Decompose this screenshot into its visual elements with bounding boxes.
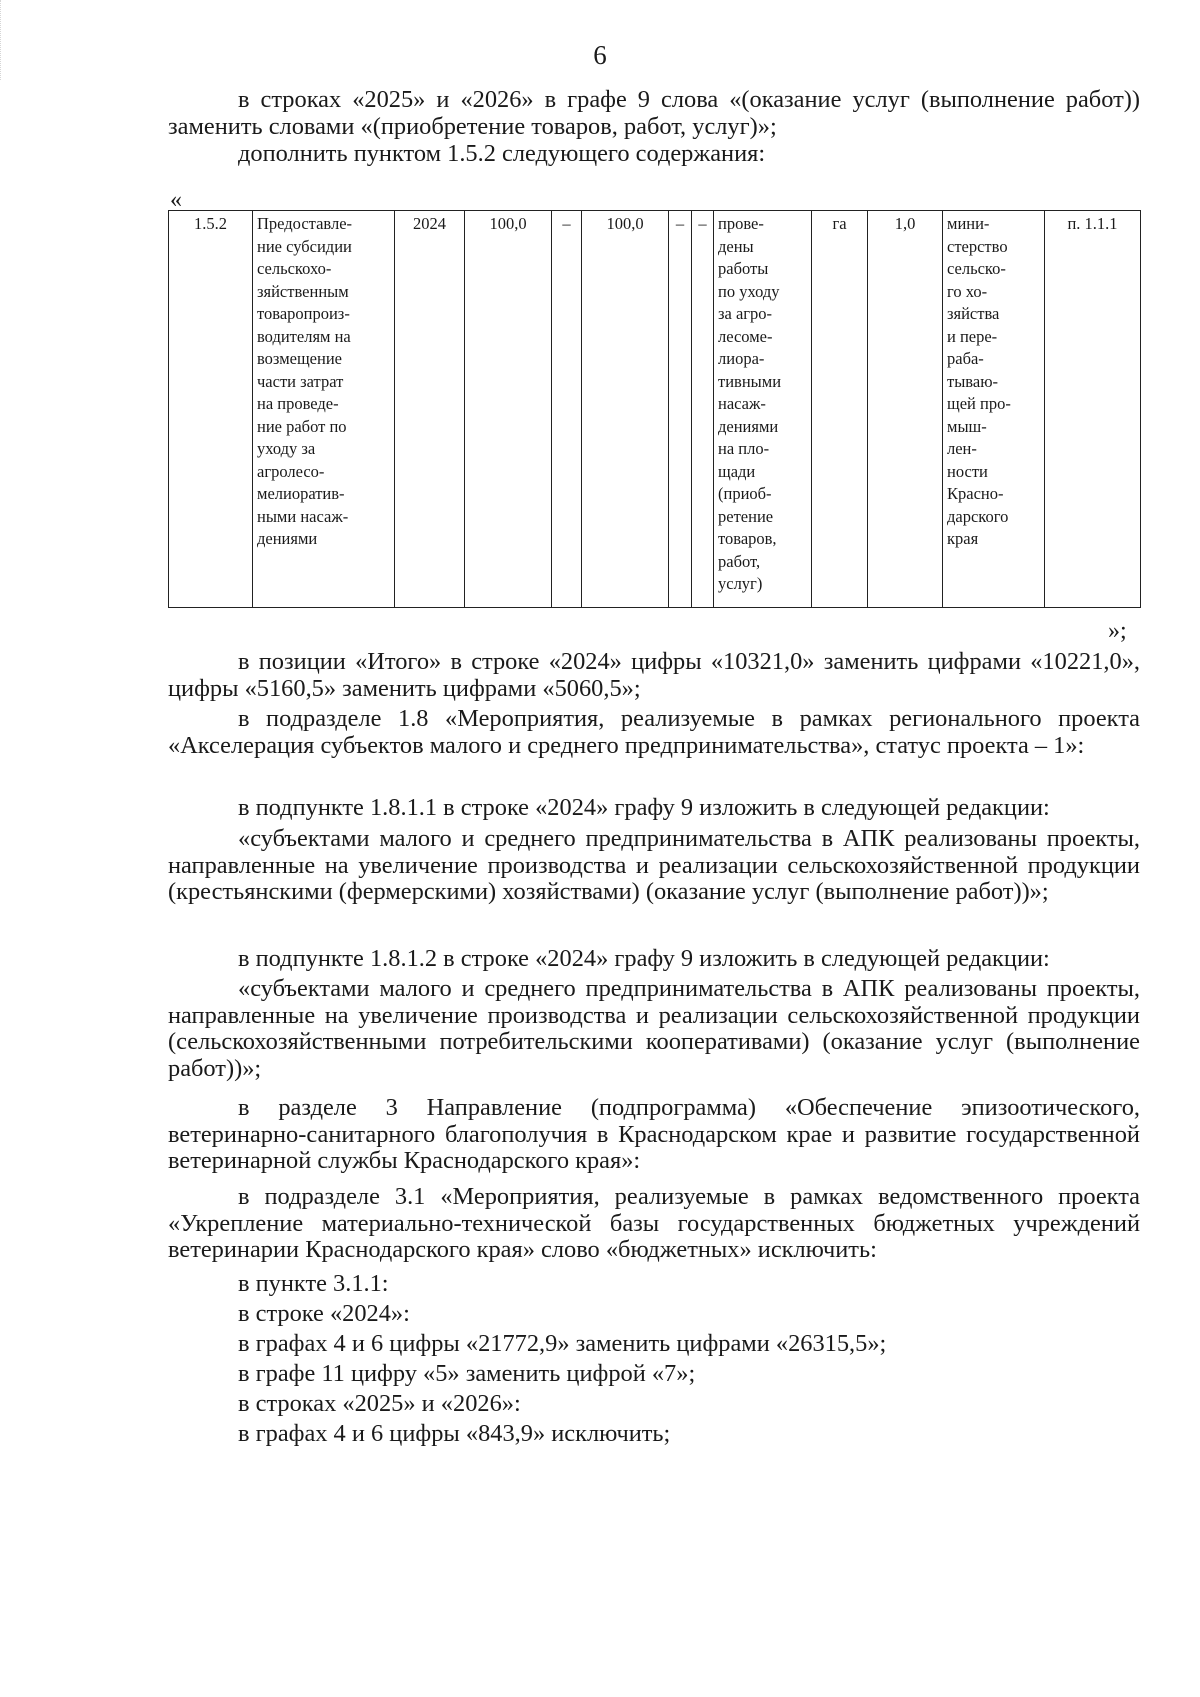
page-number: 6	[593, 40, 607, 70]
body-paragraph-8: в подразделе 3.1 «Мероприятия, реализуемые в рамках ведомственного проекта «Укрепление материально-технической базы государственных бюджетных учреждений ветеринарии Краснодарского края» слово «бюджетных» исключить:	[168, 1183, 1140, 1264]
body-paragraph-7: в разделе 3 Направление (подпрограмма) «Обеспечение эпизоотического, ветеринарно-санитарного благополучия в Краснодарском крае и развитие государственной ветеринарной службы Краснодарского края»:	[168, 1094, 1140, 1175]
cell-item-number: 1.5.2	[169, 211, 253, 608]
cell-reference: п. 1.1.1	[1045, 211, 1141, 608]
cell-year: 2024	[395, 211, 465, 608]
cell-result: прове- дены работы по уходу за агро- лесоме- лиора- тивными насаж- дениями на пло- щади (приоб- ретение товаров, работ, услуг)	[714, 211, 812, 608]
amendment-table	[168, 210, 1141, 608]
body-paragraph-6: «субъектами малого и среднего предпринимательства в АПК реализованы проекты, направленные на увеличение производства и реализации сельскохозяйственной продукции (сельскохозяйственными потребительскими кооперативами) (оказание услуг (выполнение работ))»;	[168, 975, 1140, 1082]
body-paragraph-3: в подпункте 1.8.1.1 в строке «2024» графу 9 изложить в следующей редакции:	[238, 794, 1050, 821]
table-open-quote: «	[170, 187, 182, 213]
body-paragraph-1: в позиции «Итого» в строке «2024» цифры «10321,0» заменить цифрами «10221,0», цифры «5160,5» заменить цифрами «5060,5»;	[168, 648, 1140, 702]
cell-unit: га	[812, 211, 868, 608]
body-paragraph-12: в графе 11 цифру «5» заменить цифрой «7»;	[238, 1360, 696, 1387]
cell-executor: мини- стерство сельско- го хо- зяйства и пере- раба- тываю- щей про- мыш- лен- ности Красно- дарского края	[943, 211, 1045, 608]
body-paragraph-5: в подпункте 1.8.1.2 в строке «2024» графу 9 изложить в следующей редакции:	[238, 945, 1050, 972]
body-paragraph-9: в пункте 3.1.1:	[238, 1270, 389, 1297]
body-paragraph-11: в графах 4 и 6 цифры «21772,9» заменить цифрами «26315,5»;	[238, 1330, 887, 1357]
cell-federal: –	[552, 211, 582, 608]
cell-event-name: Предоставле- ние субсидии сельскохо- зяйственным товаропроиз- водителям на возмещение части затрат на проведе- ние работ по уходу за агролесо- мелиоратив- ными насаж- дениями	[253, 211, 395, 608]
table-close-quote: »;	[1108, 618, 1127, 644]
body-paragraph-14: в графах 4 и 6 цифры «843,9» исключить;	[238, 1420, 671, 1447]
intro-paragraph-2: дополнить пунктом 1.5.2 следующего содержания:	[238, 140, 766, 167]
cell-value: 1,0	[868, 211, 943, 608]
cell-extrabudget: –	[692, 211, 714, 608]
body-paragraph-2: в подразделе 1.8 «Мероприятия, реализуемые в рамках регионального проекта «Акселерация субъектов малого и среднего предпринимательства», статус проекта – 1»:	[168, 705, 1140, 759]
table-row	[169, 211, 1141, 608]
body-paragraph-10: в строке «2024»:	[238, 1300, 410, 1327]
cell-local: –	[669, 211, 692, 608]
cell-regional: 100,0	[582, 211, 669, 608]
cell-total: 100,0	[465, 211, 552, 608]
intro-paragraph-1: в строках «2025» и «2026» в графе 9 слова «(оказание услуг (выполнение работ)) заменить словами «(приобретение товаров, работ, услуг)»;	[168, 86, 1140, 140]
body-paragraph-13: в строках «2025» и «2026»:	[238, 1390, 521, 1417]
body-paragraph-4: «субъектами малого и среднего предпринимательства в АПК реализованы проекты, направленные на увеличение производства и реализации сельскохозяйственной продукции (крестьянскими (фермерскими) хозяйствами) (оказание услуг (выполнение работ))»;	[168, 825, 1140, 906]
